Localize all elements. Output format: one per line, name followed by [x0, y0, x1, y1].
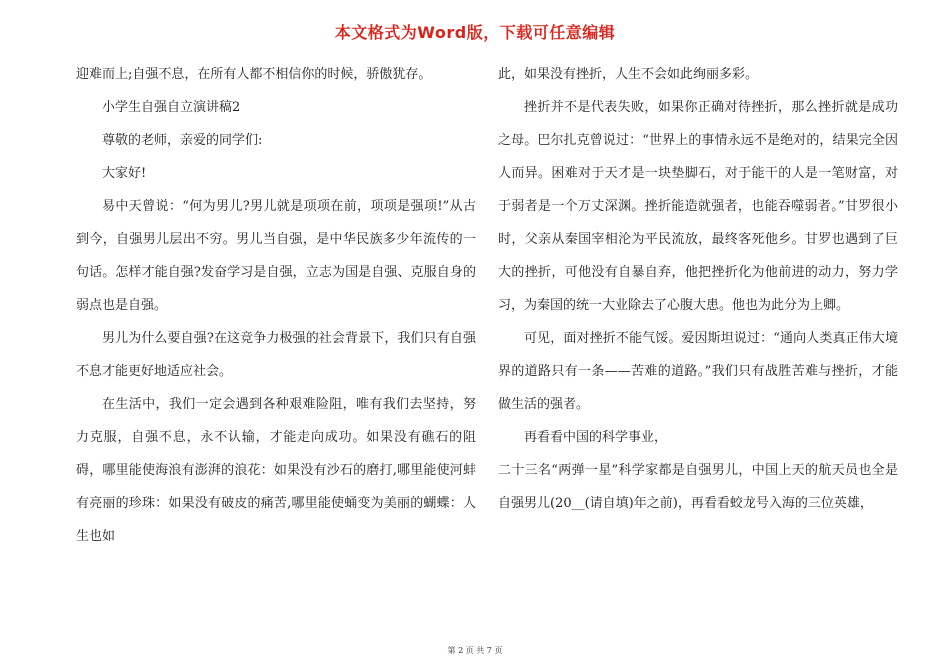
- salutation: 尊敬的老师，亲爱的同学们:: [102, 133, 263, 148]
- left-column: [76, 58, 476, 553]
- paragraph: 易中天曾说：“何为男儿?男儿就是项项在前，项项是强项!”从古到今，自强男儿层出不穷。男儿当自强，是中华民族多少年流传的一句话。怎样才能自强?发奋学习是自强，立志为国是自强、克服自身的弱点也是自强。: [76, 199, 476, 313]
- document-banner: 本文格式为Word版，下载可任意编辑: [334, 23, 616, 42]
- page-number: 第 2 页 共 7 页: [447, 646, 503, 655]
- paragraph: 男儿为什么要自强?在这竞争力极强的社会背景下，我们只有自强不息才能更好地适应社会。: [76, 331, 476, 379]
- paragraph: 可见，面对挫折不能气馁。爱因斯坦说过：“通向人类真正伟大境界的道路只有一条——苦难的道路。”我们只有战胜苦难与挫折，才能做生活的强者。: [498, 331, 898, 412]
- paragraph: 在生活中，我们一定会遇到各种艰难险阻，唯有我们去坚持，努力克服，自强不息，永不认输，才能走向成功。如果没有礁石的阻碍，哪里能使海浪有澎湃的浪花：如果没有沙石的磨打,哪里能使河蚌有亮丽的珍珠：如果没有破皮的痛苦,哪里能使蛹变为美丽的蝴蝶：人生也如: [76, 397, 476, 544]
- paragraph-continuation: 迎难而上;自强不息，在所有人都不相信你的时候，骄傲犹存。: [76, 67, 432, 82]
- paragraph: 挫折并不是代表失败，如果你正确对待挫折，那么挫折就是成功之母。巴尔扎克曾说过：“世界上的事情永远不是绝对的，结果完全因人而异。困难对于天才是一块垫脚石，对于能干的人是一笔财富，对于弱者是一个万丈深渊。挫折能造就强者，也能吞噬弱者。”甘罗很小时，父亲从秦国宰相沦为平民流放，最终客死他乡。甘罗也遇到了巨大的挫折，可他没有自暴自弃，他把挫折化为他前进的动力，努力学习，为秦国的统一大业除去了心腹大患。他也为此分为上卿。: [498, 100, 898, 313]
- paragraph-continuation: 此，如果没有挫折，人生不会如此绚丽多彩。: [498, 67, 759, 82]
- paragraph: 再看看中国的科学事业，: [524, 430, 668, 445]
- greeting: 大家好!: [102, 166, 147, 181]
- speech-title: 小学生自强自立演讲稿2: [102, 100, 241, 115]
- paragraph: 二十三名“两弹一星”科学家都是自强男儿，中国上天的航天员也全是自强男儿(20__(请自填)年之前)，再看看蛟龙号入海的三位英雄，: [498, 463, 898, 511]
- right-column: [498, 58, 898, 520]
